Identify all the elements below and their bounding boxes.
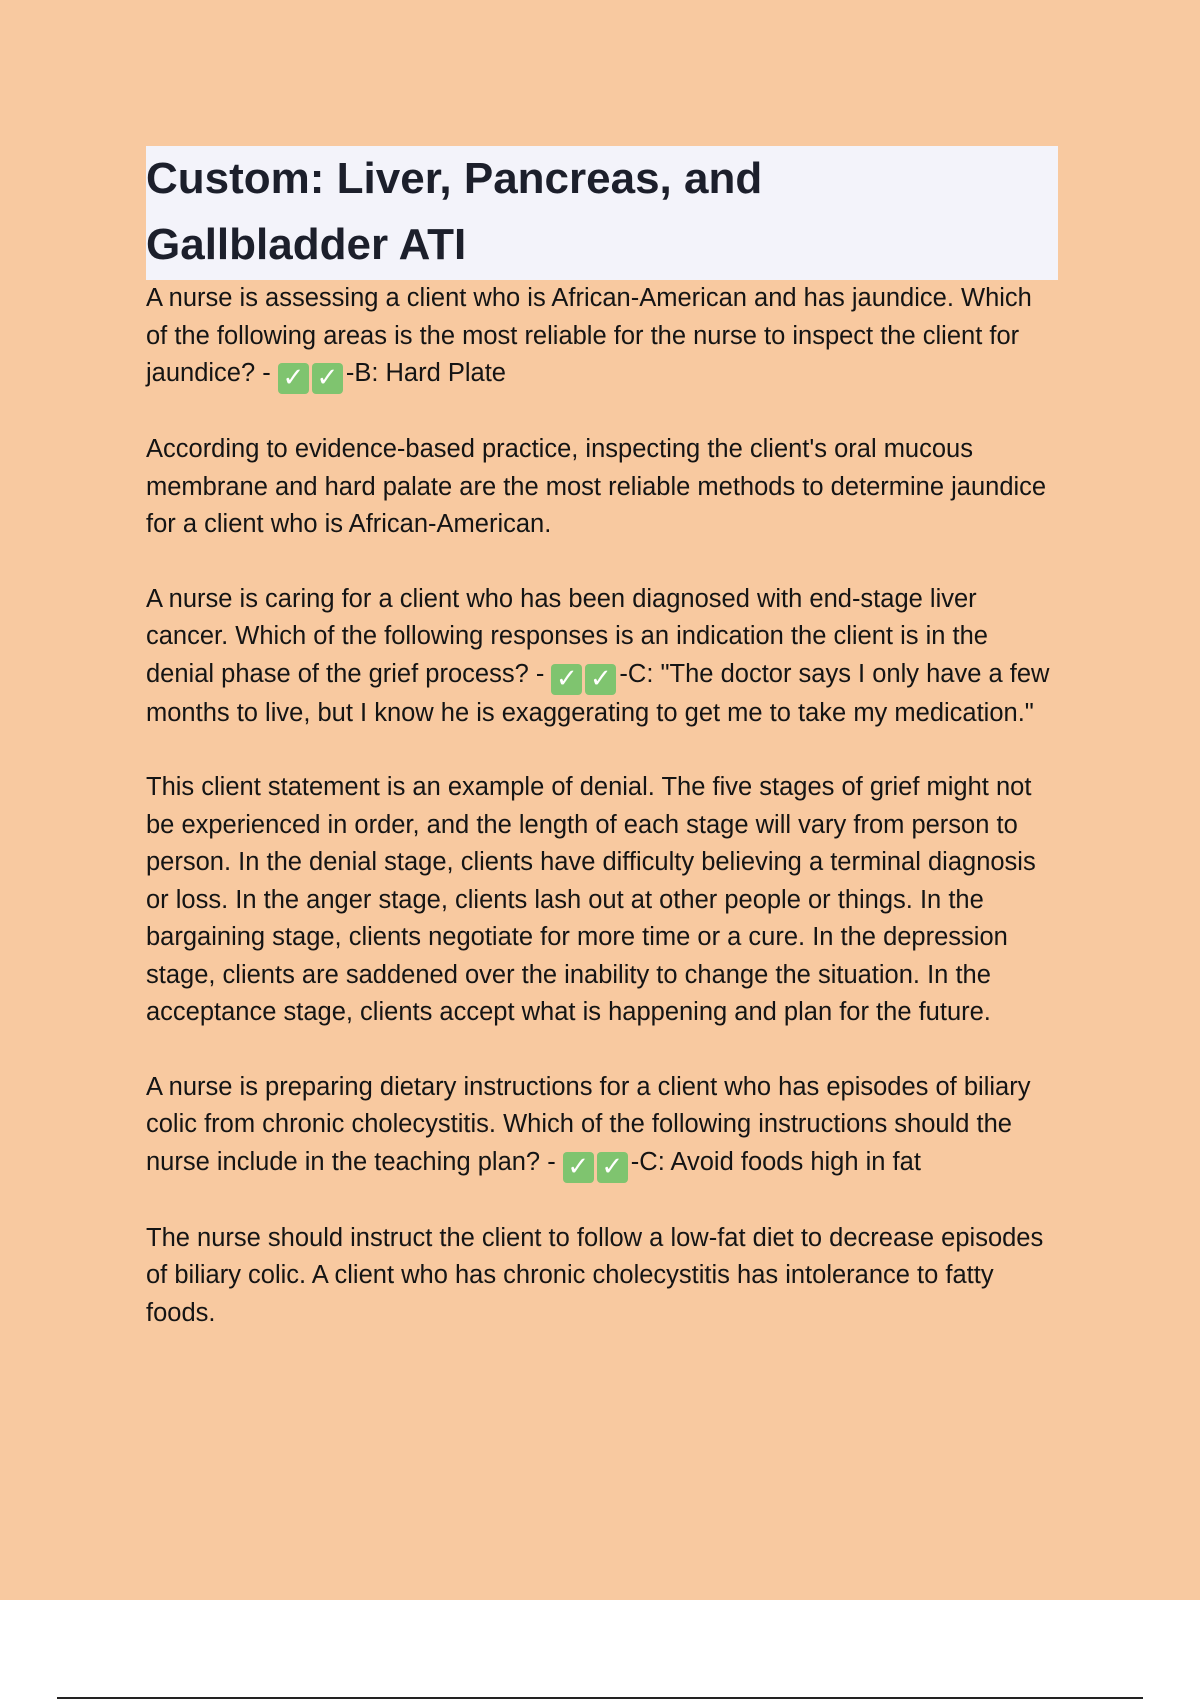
question-text: A nurse is assessing a client who is African-American and has jaundice. Which of the following areas is the most reliable for the nurse to inspect the client for jaundice? - — [146, 284, 1032, 387]
document-title: Custom: Liver, Pancreas, and Gallbladder ATI — [146, 154, 763, 269]
question-2 — [146, 581, 1058, 733]
title-banner — [146, 146, 1058, 280]
question-1 — [146, 280, 1058, 394]
question-text: A nurse is preparing dietary instructions for a client who has episodes of biliary colic from chronic cholecystitis. Which of the following instructions should the nurse include in the teaching plan? - — [146, 1072, 1031, 1176]
check-mark-icon: ✓ — [312, 363, 343, 394]
check-mark-icon: ✓ — [597, 1152, 628, 1183]
answer-text: -C: "The doctor says I only have a few months to live, but I know he is exaggerating to get me to take my medication." — [146, 659, 1050, 727]
check-mark-icon: ✓ — [551, 664, 582, 695]
explanation-1: According to evidence-based practice, inspecting the client's oral mucous membrane and hard palate are the most reliable methods to determine jaundice for a client who is African-American. — [146, 435, 1047, 538]
answer-text: -C: Avoid foods high in fat — [630, 1147, 921, 1176]
document-content — [146, 146, 1058, 1369]
question-3 — [146, 1069, 1058, 1183]
check-mark-icon: ✓ — [278, 363, 309, 394]
qa-list — [146, 280, 1058, 1332]
check-mark-icon: ✓ — [585, 664, 616, 695]
check-mark-icon: ✓ — [563, 1152, 594, 1183]
page-divider — [57, 1697, 1143, 1699]
answer-text: -B: Hard Plate — [345, 359, 506, 387]
explanation-2: This client statement is an example of denial. The five stages of grief might not be experienced in order, and the length of each stage will vary from person to person. In the denial stage, clients have difficulty believing a terminal diagnosis or loss. In the anger stage, clients lash out at other people or things. In the bargaining stage, clients negotiate for more time or a cure. In the depression stage, clients are saddened over the inability to change the situation. In the acceptance stage, clients accept what is happening and plan for the future. — [146, 773, 1036, 1026]
explanation-3: The nurse should instruct the client to follow a low-fat diet to decrease episodes of biliary colic. A client who has chronic cholecystitis has intolerance to fatty foods. — [146, 1223, 1044, 1327]
question-text: A nurse is caring for a client who has been diagnosed with end-stage liver cancer. Which of the following responses is an indication the client is in the denial phase of the grief process? - — [146, 584, 988, 688]
